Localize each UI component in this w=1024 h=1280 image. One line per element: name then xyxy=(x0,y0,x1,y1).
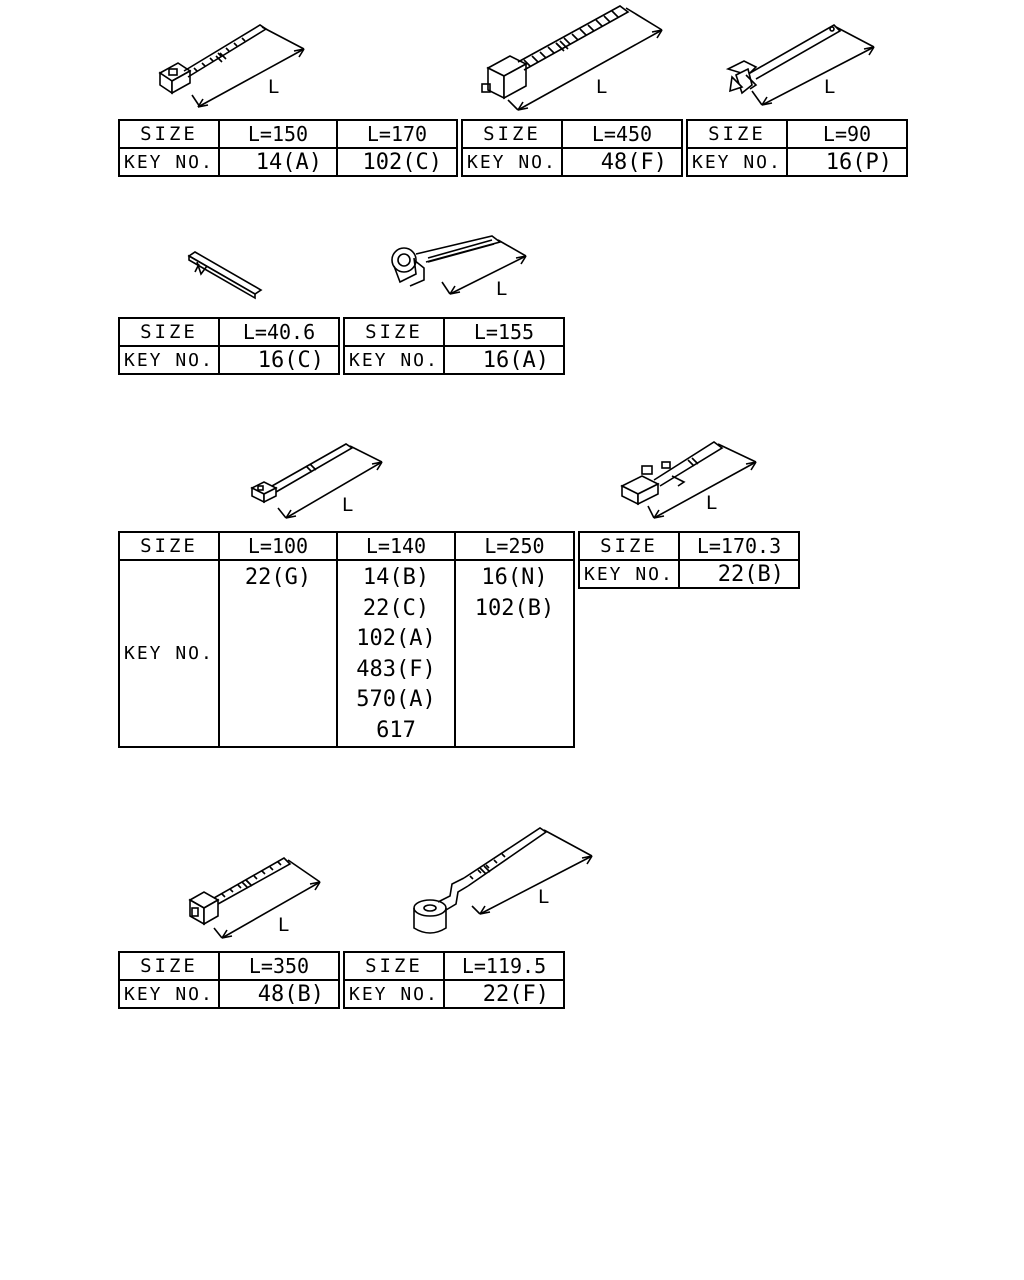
size-value: L=350 xyxy=(219,952,339,980)
length-label: L xyxy=(278,914,289,936)
key-value: 22(C) xyxy=(362,595,430,621)
key-value: 16(A) xyxy=(444,346,564,374)
key-value: 102(C) xyxy=(337,148,457,176)
key-value: 48(B) xyxy=(219,980,339,1008)
size-header: SIZE xyxy=(119,952,219,980)
cable-tie-350-illustration xyxy=(186,852,326,942)
key-no-header: KEY NO. xyxy=(344,980,444,1008)
size-key-table-5 xyxy=(343,317,565,375)
cable-tie-illustration xyxy=(150,15,320,115)
size-row xyxy=(119,120,457,148)
size-header: SIZE xyxy=(119,318,219,346)
size-key-table-1 xyxy=(118,119,458,177)
size-value: L=170 xyxy=(337,120,457,148)
size-row xyxy=(119,952,339,980)
key-value: 22(B) xyxy=(679,560,799,588)
key-row xyxy=(344,980,564,1008)
size-header: SIZE xyxy=(579,532,679,560)
length-label: L xyxy=(342,494,353,516)
key-row xyxy=(119,980,339,1008)
flat-clip-illustration xyxy=(185,248,265,300)
key-no-header: KEY NO. xyxy=(119,346,219,374)
key-value: 102(B) xyxy=(474,595,555,621)
clip-tie-illustration xyxy=(722,15,887,115)
key-value: 483(F) xyxy=(356,656,436,682)
size-key-table-2 xyxy=(461,119,683,177)
length-label: L xyxy=(268,76,279,98)
size-key-table-4 xyxy=(118,317,340,375)
size-row xyxy=(119,318,339,346)
key-value: 102(A) xyxy=(356,626,436,651)
size-header: SIZE xyxy=(344,318,444,346)
key-row xyxy=(687,148,907,176)
key-row xyxy=(119,560,574,747)
size-row xyxy=(344,952,564,980)
key-value: 48(F) xyxy=(562,148,682,176)
size-value: L=250 xyxy=(455,532,574,560)
size-header: SIZE xyxy=(119,532,219,560)
wide-cable-tie-illustration xyxy=(478,0,678,115)
size-key-table-3 xyxy=(686,119,908,177)
key-value: 16(C) xyxy=(219,346,339,374)
size-value: L=100 xyxy=(219,532,337,560)
length-label: L xyxy=(538,886,549,908)
key-row xyxy=(344,346,564,374)
key-value: 16(N) xyxy=(481,565,548,590)
key-no-header: KEY NO. xyxy=(344,346,444,374)
size-row xyxy=(579,532,799,560)
length-label: L xyxy=(824,76,835,98)
long-tie-illustration xyxy=(248,440,388,522)
size-key-table-8 xyxy=(118,951,340,1009)
size-header: SIZE xyxy=(344,952,444,980)
key-no-header: KEY NO. xyxy=(462,148,562,176)
size-value: L=40.6 xyxy=(219,318,339,346)
key-no-header: KEY NO. xyxy=(119,148,219,176)
clamp-tie-illustration xyxy=(388,232,533,302)
size-row xyxy=(344,318,564,346)
key-row xyxy=(119,148,457,176)
key-values-cell xyxy=(337,560,455,747)
key-value: 16(P) xyxy=(787,148,907,176)
key-row xyxy=(462,148,682,176)
size-value: L=450 xyxy=(562,120,682,148)
length-label: L xyxy=(706,492,717,514)
key-row xyxy=(579,560,799,588)
key-no-header: KEY NO. xyxy=(119,980,219,1008)
stud-tie-illustration xyxy=(408,822,600,937)
key-value: 14(A) xyxy=(219,148,337,176)
length-label: L xyxy=(596,76,607,98)
size-header: SIZE xyxy=(462,120,562,148)
key-no-header: KEY NO. xyxy=(687,148,787,176)
length-label: L xyxy=(496,278,507,300)
key-value: 22(G) xyxy=(244,565,312,590)
key-no-header: KEY NO. xyxy=(579,560,679,588)
key-row xyxy=(119,346,339,374)
size-value: L=119.5 xyxy=(444,952,564,980)
size-key-table-6 xyxy=(118,531,575,748)
size-value: L=170.3 xyxy=(679,532,799,560)
key-value: 570(A) xyxy=(356,687,436,712)
size-header: SIZE xyxy=(687,120,787,148)
size-row xyxy=(119,532,574,560)
size-value: L=90 xyxy=(787,120,907,148)
size-key-table-7 xyxy=(578,531,800,589)
key-values-cell xyxy=(219,560,337,747)
size-row xyxy=(687,120,907,148)
size-value: L=155 xyxy=(444,318,564,346)
key-value: 14(B) xyxy=(362,565,430,590)
size-header: SIZE xyxy=(119,120,219,148)
mount-tie-illustration xyxy=(618,432,763,524)
size-row xyxy=(462,120,682,148)
size-value: L=150 xyxy=(219,120,337,148)
key-value: 22(F) xyxy=(444,980,564,1008)
key-values-cell xyxy=(455,560,574,747)
size-key-table-9 xyxy=(343,951,565,1009)
key-no-header: KEY NO. xyxy=(119,560,219,747)
size-value: L=140 xyxy=(337,532,455,560)
key-value: 617 xyxy=(376,717,416,743)
